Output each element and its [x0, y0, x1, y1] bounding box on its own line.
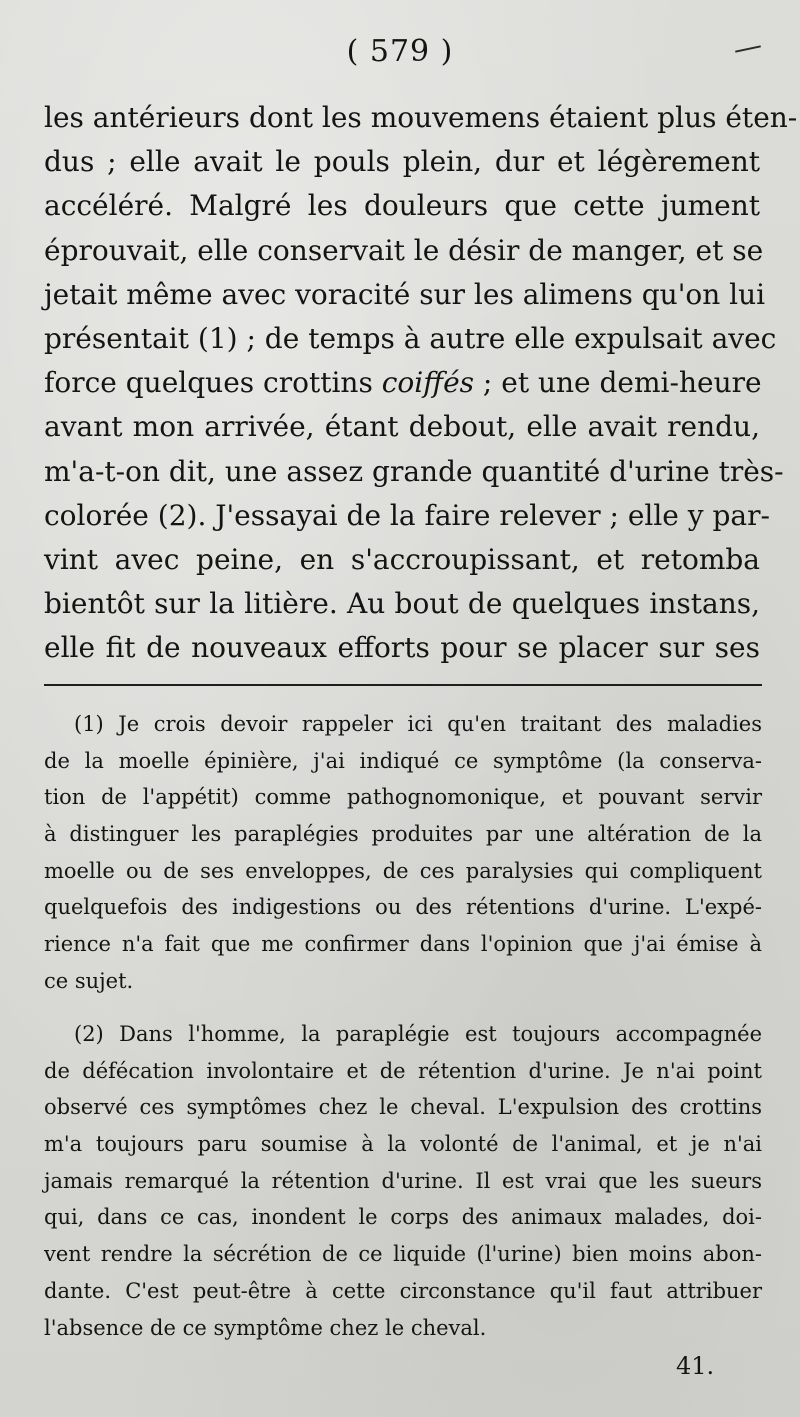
- footnote-line: m'a toujours paru soumise à la volonté de l'animal, et je n'ai: [44, 1132, 762, 1157]
- footnote-2: [44, 1016, 762, 1346]
- text-line: m'a-t-on dit, une assez grande quantité d'urine très-: [44, 454, 784, 488]
- text-segment: force quelques crottins: [44, 366, 373, 400]
- footnote-line: l'absence de ce symptôme chez le cheval.: [44, 1315, 487, 1340]
- footnote-line: observé ces symptômes chez le cheval. L'expulsion des crottins: [44, 1095, 762, 1120]
- footnote-line: de la moelle épinière, j'ai indiqué ce symptôme (la conserva-: [44, 748, 762, 773]
- footnote-line: jamais remarqué la rétention d'urine. Il est vrai que les sueurs: [44, 1168, 762, 1193]
- footnote-line: ce sujet.: [44, 968, 134, 993]
- footnote-line: rience n'a fait que me confirmer dans l'opinion que j'ai émise à: [44, 932, 762, 957]
- footnote-line: qui, dans ce cas, inondent le corps des animaux malades, doi-: [44, 1205, 762, 1230]
- footnote-line: moelle ou de ses enveloppes, de ces paralysies qui compliquent: [44, 858, 762, 883]
- page-number: ( 579 ): [346, 34, 454, 69]
- text-line: bientôt sur la litière. Au bout de quelques instans,: [44, 587, 760, 621]
- text-segment: ; et une demi-heure: [474, 366, 762, 400]
- signature-mark: 41.: [676, 1352, 715, 1380]
- text-line: colorée (2). J'essayai de la faire relever ; elle y par-: [44, 498, 770, 532]
- footnote-line: de défécation involontaire et de rétention d'urine. Je n'ai point: [44, 1058, 762, 1083]
- footnote-rule: [44, 684, 762, 686]
- text-line: elle fit de nouveaux efforts pour se placer sur ses: [44, 631, 760, 665]
- footnote-1: [44, 706, 762, 1000]
- footnote-line: vent rendre la sécrétion de ce liquide (l'urine) bien moins abon-: [44, 1242, 762, 1267]
- footnote-line: quelquefois des indigestions ou des rétentions d'urine. L'expé-: [44, 895, 762, 920]
- text-line: vint avec peine, en s'accroupissant, et retomba: [44, 542, 760, 576]
- text-line-with-italic: [44, 361, 760, 405]
- text-line: accéléré. Malgré les douleurs que cette jument: [44, 189, 760, 223]
- footnote-line: (2) Dans l'homme, la paraplégie est toujours accompagnée: [74, 1022, 762, 1046]
- footnote-line: dante. C'est peut-être à cette circonstance qu'il faut attribuer: [44, 1278, 762, 1303]
- main-text: [44, 96, 798, 670]
- text-line: les antérieurs dont les mouvemens étaient plus éten-: [44, 101, 798, 134]
- text-line: présentait (1) ; de temps à autre elle expulsait avec: [44, 321, 777, 355]
- footnote-line: tion de l'appétit) comme pathognomonique, et pouvant servir: [44, 785, 762, 810]
- text-line: jetait même avec voracité sur les alimens qu'on lui: [44, 277, 766, 311]
- footnote-line: (1) Je crois devoir rappeler ici qu'en traitant des maladies: [74, 712, 762, 736]
- footnote-line: à distinguer les paraplégies produites par une altération de la: [44, 822, 762, 847]
- italic-word: coiffés: [381, 366, 475, 400]
- text-line: dus ; elle avait le pouls plein, dur et légèrement: [44, 145, 760, 179]
- text-line: éprouvait, elle conservait le désir de manger, et se: [44, 233, 764, 267]
- text-line: avant mon arrivée, étant debout, elle avait rendu,: [44, 410, 760, 444]
